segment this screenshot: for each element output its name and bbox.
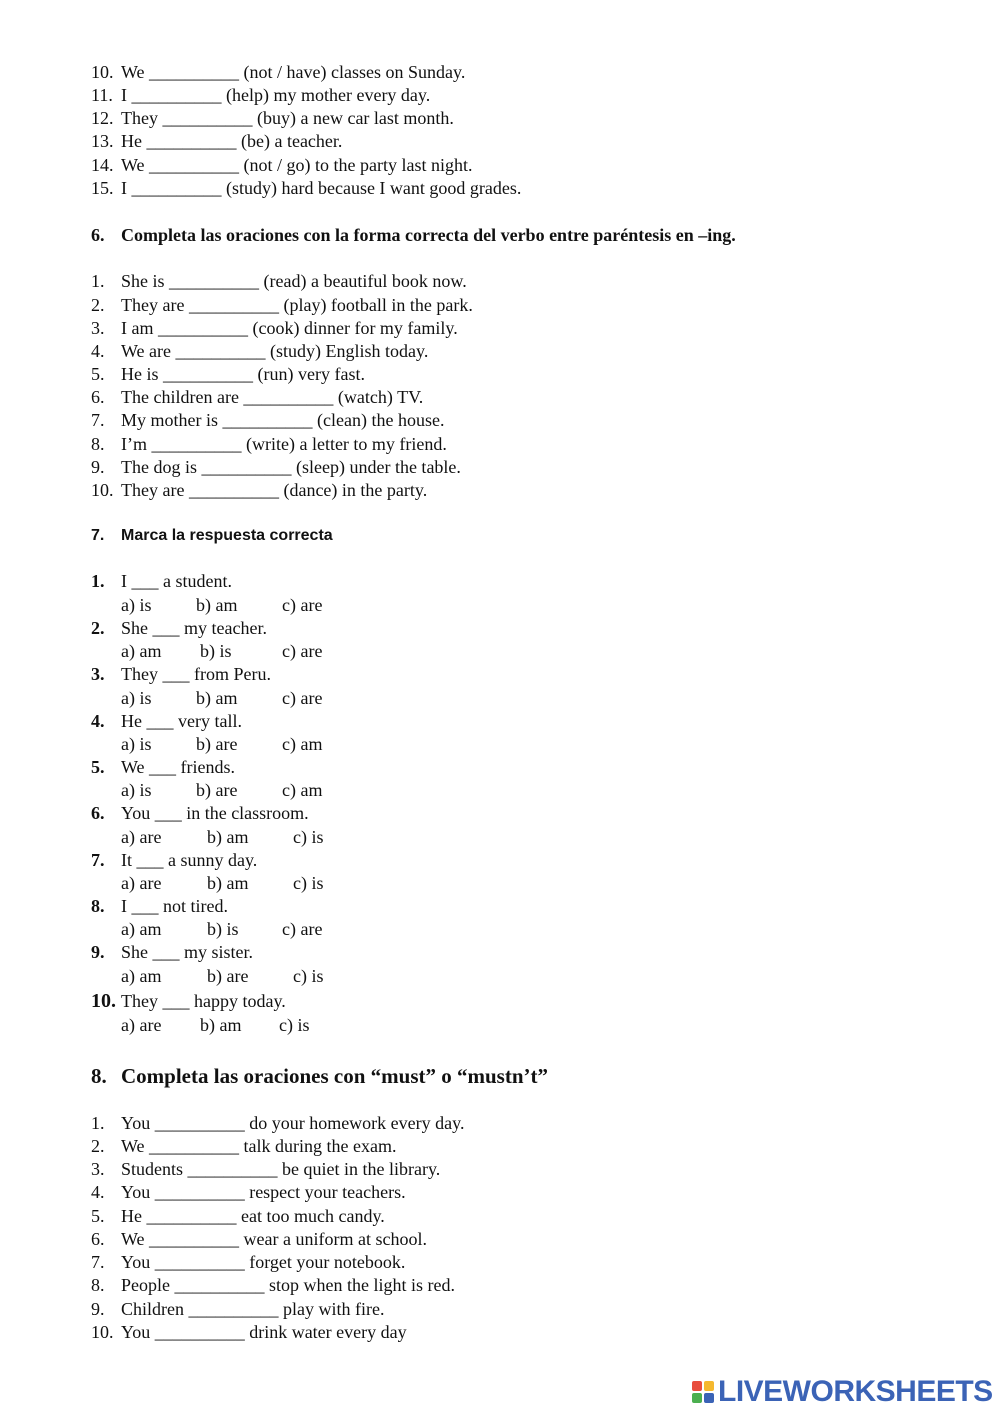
s8-item: 5. He __________ eat too much candy. xyxy=(91,1206,385,1226)
s5-item: 11. I __________ (help) my mother every day. xyxy=(91,85,431,105)
s6-item: 2. They are __________ (play) football in the park. xyxy=(91,295,473,315)
s7-options: a) am b) is c) are xyxy=(121,641,323,661)
s7-question: 3. They ___ from Peru. xyxy=(91,664,271,684)
s7-question: 1. I ___ a student. xyxy=(91,571,232,591)
s7-question: 10. They ___ happy today. xyxy=(91,990,286,1012)
s7-question: 2. She ___ my teacher. xyxy=(91,618,267,638)
s7-question: 4. He ___ very tall. xyxy=(91,711,242,731)
logo-square xyxy=(704,1393,714,1403)
liveworksheets-logo[interactable] xyxy=(692,1377,993,1407)
s7-options: a) am b) is c) are xyxy=(121,919,323,939)
s7-question: 8. I ___ not tired. xyxy=(91,896,228,916)
s8-item: 3. Students __________ be quiet in the library. xyxy=(91,1159,441,1179)
s8-item: 4. You __________ respect your teachers. xyxy=(91,1182,406,1202)
s6-item: 4. We are __________ (study) English today. xyxy=(91,341,429,361)
logo-square xyxy=(704,1381,714,1391)
s7-question: 5. We ___ friends. xyxy=(91,757,236,777)
section6-heading: 6. Completa las oraciones con la forma correcta del verbo entre paréntesis en –ing. xyxy=(91,225,736,245)
s7-options: a) is b) are c) am xyxy=(121,734,323,754)
s7-question: 7. It ___ a sunny day. xyxy=(91,850,258,870)
section7-heading: 7. Marca la respuesta correcta xyxy=(91,527,333,544)
s6-item: 8. I’m __________ (write) a letter to my friend. xyxy=(91,434,447,454)
s7-options: a) is b) am c) are xyxy=(121,595,323,615)
logo-square xyxy=(692,1393,702,1403)
section8-heading: 8. Completa las oraciones con “must” o “mustn’t” xyxy=(91,1064,548,1088)
s7-options: a) is b) am c) are xyxy=(121,688,323,708)
s7-options: a) am b) are c) is xyxy=(121,966,324,986)
s8-item: 7. You __________ forget your notebook. xyxy=(91,1252,406,1272)
s7-options: a) are b) am c) is xyxy=(121,873,324,893)
s8-item: 8. People __________ stop when the light is red. xyxy=(91,1275,455,1295)
s6-item: 1. She is __________ (read) a beautiful book now. xyxy=(91,271,467,291)
s8-item: 9. Children __________ play with fire. xyxy=(91,1299,385,1319)
s5-item: 15. I __________ (study) hard because I want good grades. xyxy=(91,178,522,198)
s6-item: 7. My mother is __________ (clean) the house. xyxy=(91,410,445,430)
s6-item: 10. They are __________ (dance) in the party. xyxy=(91,480,428,500)
s5-item: 12. They __________ (buy) a new car last month. xyxy=(91,108,454,128)
logo-square xyxy=(692,1381,702,1391)
s8-item: 2. We __________ talk during the exam. xyxy=(91,1136,397,1156)
s8-item: 6. We __________ wear a uniform at school. xyxy=(91,1229,427,1249)
s6-item: 6. The children are __________ (watch) TV. xyxy=(91,387,424,407)
s7-options: a) are b) am c) is xyxy=(121,1015,310,1035)
s5-item: 14. We __________ (not / go) to the party last night. xyxy=(91,155,473,175)
s7-options: a) is b) are c) am xyxy=(121,780,323,800)
s6-item: 3. I am __________ (cook) dinner for my family. xyxy=(91,318,458,338)
s5-item: 10. We __________ (not / have) classes on Sunday. xyxy=(91,62,466,82)
liveworksheets-logo-icon xyxy=(692,1381,714,1403)
s7-options: a) are b) am c) is xyxy=(121,827,324,847)
s6-item: 9. The dog is __________ (sleep) under the table. xyxy=(91,457,461,477)
s7-question: 6. You ___ in the classroom. xyxy=(91,803,309,823)
s6-item: 5. He is __________ (run) very fast. xyxy=(91,364,365,384)
s8-item: 10. You __________ drink water every day xyxy=(91,1322,407,1342)
s7-question: 9. She ___ my sister. xyxy=(91,942,254,962)
brand-name: LIVEWORKSHEETS xyxy=(718,1375,993,1408)
s5-item: 13. He __________ (be) a teacher. xyxy=(91,131,343,151)
s8-item: 1. You __________ do your homework every day. xyxy=(91,1113,465,1133)
